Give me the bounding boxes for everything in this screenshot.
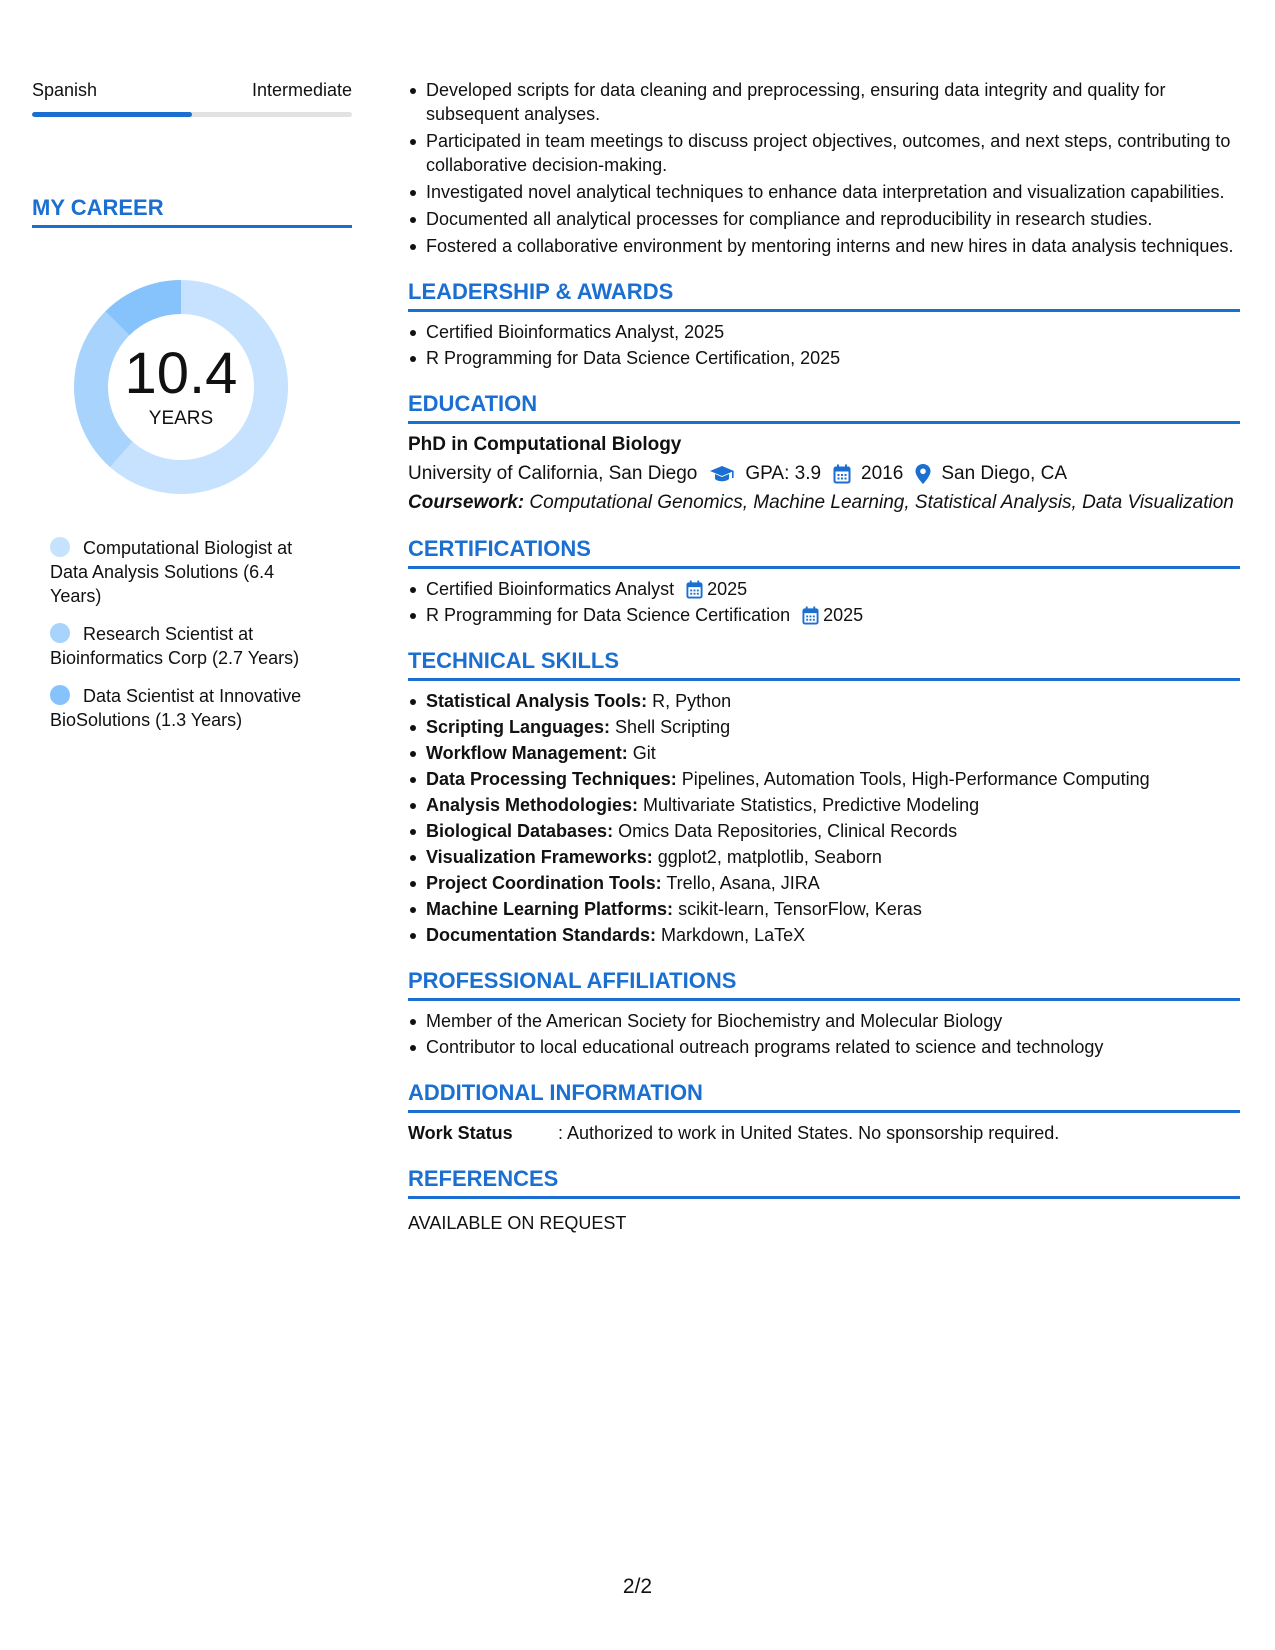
language-proficiency-fill	[32, 112, 192, 117]
skill-item	[408, 793, 1240, 817]
skill-category: Visualization Frameworks:	[426, 847, 653, 867]
work-status-row	[408, 1121, 1240, 1145]
career-role-label: Research Scientist at Bioinformatics Corp (2.7 Years)	[50, 624, 300, 668]
skill-values: Trello, Asana, JIRA	[666, 873, 820, 893]
skill-values: Git	[632, 743, 656, 763]
coursework-list: Computational Genomics, Machine Learning, Statistical Analysis, Data Visualization	[529, 492, 1234, 513]
experience-bullet: Investigated novel analytical techniques to enhance data interpretation and visualization capabilities.	[408, 180, 1240, 204]
skill-item	[408, 923, 1240, 947]
skill-values: Markdown, LaTeX	[661, 925, 806, 945]
career-legend	[32, 536, 322, 732]
skill-item	[408, 689, 1240, 713]
career-total-unit: YEARS	[148, 408, 214, 429]
career-legend-item	[50, 684, 322, 732]
skill-category: Analysis Methodologies:	[426, 795, 639, 815]
career-donut-chart	[66, 272, 296, 502]
skills-section-title: TECHNICAL SKILLS	[408, 648, 1240, 681]
experience-bullets	[408, 78, 1240, 258]
language-name: Spanish	[32, 80, 98, 100]
experience-bullet: Fostered a collaborative environment by mentoring interns and new hires in data analysis techniques.	[408, 234, 1240, 258]
career-role-label: Computational Biologist at Data Analysis Solutions (6.4 Years)	[50, 538, 293, 606]
location-pin-icon	[915, 464, 931, 484]
affiliations-list	[408, 1009, 1240, 1059]
education-section-title: EDUCATION	[408, 391, 1240, 424]
skill-item	[408, 741, 1240, 765]
calendar-icon	[686, 580, 703, 599]
work-status-label: Work Status	[408, 1123, 513, 1143]
career-legend-item	[50, 536, 322, 608]
skill-values: Shell Scripting	[615, 717, 731, 737]
school-name: University of California, San Diego	[408, 463, 698, 484]
skill-values: Omics Data Repositories, Clinical Records	[618, 821, 958, 841]
certifications-list	[408, 577, 1240, 627]
school-location: San Diego, CA	[941, 463, 1068, 484]
skill-values: ggplot2, matplotlib, Seaborn	[657, 847, 882, 867]
skill-item	[408, 767, 1240, 791]
skill-values: Pipelines, Automation Tools, High-Performance Computing	[681, 769, 1150, 789]
donut-center	[66, 272, 296, 502]
career-section-title: MY CAREER	[32, 195, 352, 228]
experience-bullet: Participated in team meetings to discuss project objectives, outcomes, and next steps, contributing to collaborative decision-making.	[408, 129, 1240, 177]
language-proficiency-bar	[32, 112, 352, 117]
references-section-title: REFERENCES	[408, 1166, 1240, 1199]
coursework-label: Coursework:	[408, 492, 525, 513]
gpa: GPA: 3.9	[745, 463, 822, 484]
skill-category: Workflow Management:	[426, 743, 628, 763]
affiliation-item: Member of the American Society for Biochemistry and Molecular Biology	[408, 1009, 1240, 1033]
certification-year: 2025	[823, 605, 864, 625]
certifications-section-title: CERTIFICATIONS	[408, 536, 1240, 569]
work-status-value: : Authorized to work in United States. No sponsorship required.	[558, 1123, 1060, 1143]
certification-name: Certified Bioinformatics Analyst	[426, 579, 675, 599]
skill-category: Documentation Standards:	[426, 925, 657, 945]
legend-dot	[50, 685, 70, 705]
page-number: 2/2	[622, 1575, 653, 1598]
skill-item	[408, 871, 1240, 895]
coursework	[408, 491, 1240, 515]
skill-category: Scripting Languages:	[426, 717, 611, 737]
certification-year: 2025	[707, 579, 748, 599]
career-role-label: Data Scientist at Innovative BioSolutions (1.3 Years)	[50, 686, 302, 730]
skills-list	[408, 689, 1240, 947]
calendar-icon	[833, 464, 851, 484]
skill-values: R, Python	[652, 691, 732, 711]
skill-values: Multivariate Statistics, Predictive Modeling	[643, 795, 980, 815]
leadership-list	[408, 320, 1240, 370]
skill-category: Project Coordination Tools:	[426, 873, 662, 893]
left-column	[32, 78, 352, 746]
leadership-item: Certified Bioinformatics Analyst, 2025	[408, 320, 1240, 344]
leadership-section-title: LEADERSHIP & AWARDS	[408, 279, 1240, 312]
skill-category: Machine Learning Platforms:	[426, 899, 674, 919]
skill-category: Statistical Analysis Tools:	[426, 691, 648, 711]
skill-values: scikit-learn, TensorFlow, Keras	[678, 899, 922, 919]
references-text: AVAILABLE ON REQUEST	[408, 1213, 627, 1233]
affiliations-section-title: PROFESSIONAL AFFILIATIONS	[408, 968, 1240, 1001]
language-row	[32, 78, 352, 102]
skill-category: Data Processing Techniques:	[426, 769, 677, 789]
skill-item	[408, 715, 1240, 739]
certification-item	[408, 603, 1240, 627]
graduation-year: 2016	[861, 463, 904, 484]
experience-bullet: Developed scripts for data cleaning and preprocessing, ensuring data integrity and quality for subsequent analyses.	[408, 78, 1240, 126]
degree-title: PhD in Computational Biology	[408, 434, 682, 455]
skill-item	[408, 845, 1240, 869]
leadership-item: R Programming for Data Science Certification, 2025	[408, 346, 1240, 370]
right-column	[408, 78, 1240, 1235]
career-total-years: 10.4	[124, 341, 238, 406]
additional-section-title: ADDITIONAL INFORMATION	[408, 1080, 1240, 1113]
calendar-icon	[802, 606, 819, 625]
skill-item	[408, 897, 1240, 921]
education-details	[408, 460, 1240, 488]
career-legend-item	[50, 622, 322, 670]
skill-item	[408, 819, 1240, 843]
legend-dot	[50, 623, 70, 643]
certification-name: R Programming for Data Science Certification	[426, 605, 791, 625]
skill-category: Biological Databases:	[426, 821, 614, 841]
language-level: Intermediate	[251, 80, 352, 100]
experience-bullet: Documented all analytical processes for compliance and reproducibility in research studies.	[408, 207, 1240, 231]
certification-item	[408, 577, 1240, 601]
legend-dot	[50, 537, 70, 557]
graduation-cap-icon	[709, 465, 735, 483]
affiliation-item: Contributor to local educational outreach programs related to science and technology	[408, 1035, 1240, 1059]
